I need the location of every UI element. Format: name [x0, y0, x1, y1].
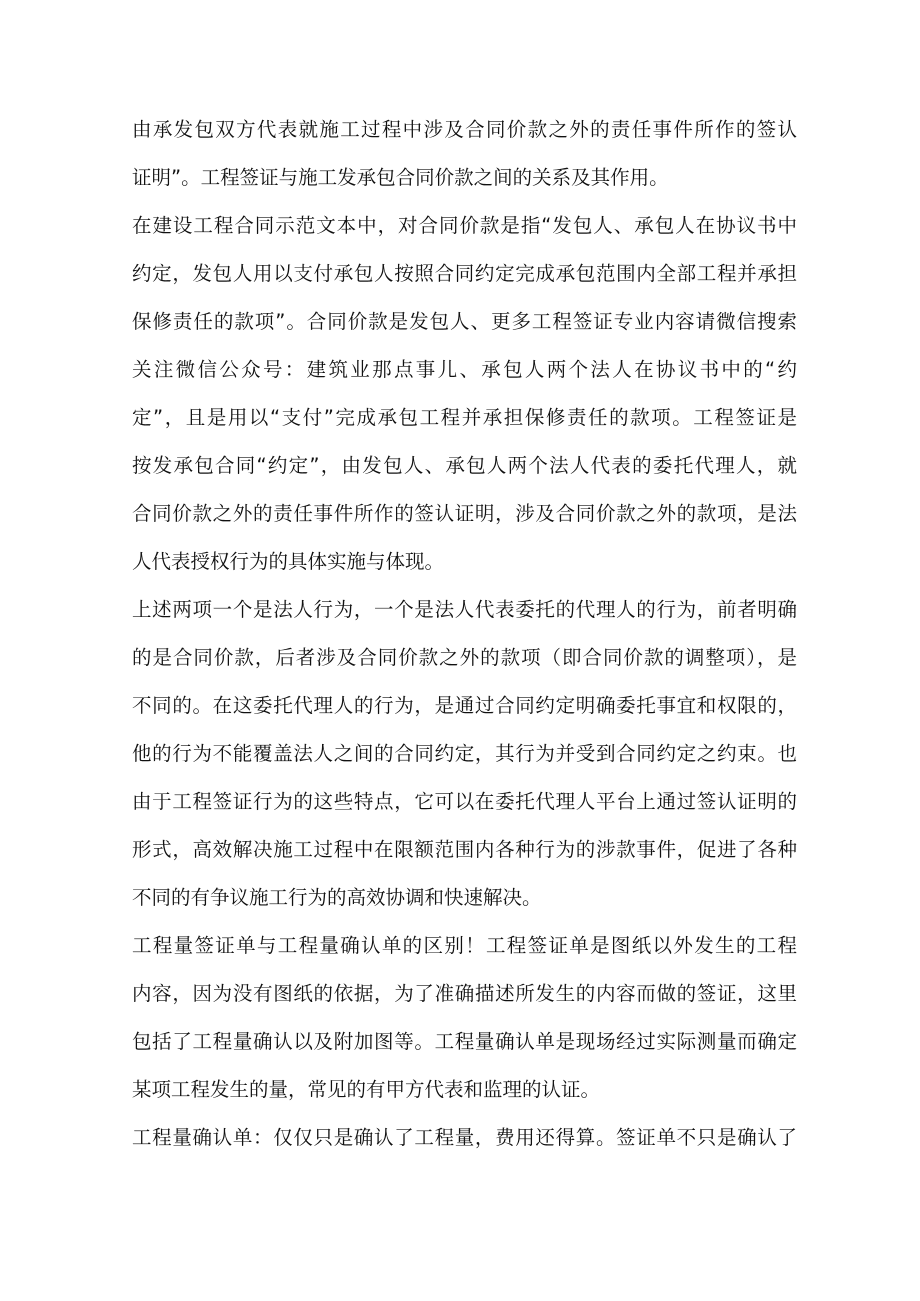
text-line: 形式，高效解决施工过程中在限额范围内各种行为的涉款事件，促进了各种: [132, 838, 797, 861]
text-line: 保修责任的款项”。合同价款是发包人、更多工程签证专业内容请微信搜索: [132, 310, 797, 333]
text-line: 人代表授权行为的具体实施与体现。: [132, 550, 445, 573]
text-line: 由承发包双方代表就施工过程中涉及合同价款之外的责任事件所作的签认: [132, 118, 797, 141]
text-line: 按发承包合同“约定”，由发包人、承包人两个法人代表的委托代理人，就: [132, 454, 797, 477]
text-line: 他的行为不能覆盖法人之间的合同约定，其行为并受到合同约定之约束。也: [132, 742, 797, 765]
text-line: 某项工程发生的量，常见的有甲方代表和监理的认证。: [132, 1078, 601, 1101]
document-body: [132, 106, 797, 1162]
text-line: 工程量确认单：仅仅只是确认了工程量，费用还得算。签证单不只是确认了: [132, 1126, 797, 1149]
text-line: 证明”。工程签证与施工发承包合同价款之间的关系及其作用。: [132, 166, 669, 189]
text-line: 合同价款之外的责任事件所作的签认证明，涉及合同价款之外的款项，是法: [132, 502, 797, 525]
text-line: 工程量签证单与工程量确认单的区别！工程签证单是图纸以外发生的工程: [132, 934, 797, 957]
text-line: 不同的有争议施工行为的高效协调和快速解决。: [132, 886, 542, 909]
text-line: 由于工程签证行为的这些特点，它可以在委托代理人平台上通过签认证明的: [132, 790, 797, 813]
text-line: 约定，发包人用以支付承包人按照合同约定完成承包范围内全部工程并承担: [132, 262, 797, 285]
text-line: 包括了工程量确认以及附加图等。工程量确认单是现场经过实际测量而确定: [132, 1030, 797, 1053]
text-line: 的是合同价款，后者涉及合同价款之外的款项（即合同价款的调整项），是: [132, 646, 797, 669]
text-line: 关注微信公众号：建筑业那点事儿、承包人两个法人在协议书中的“约: [132, 358, 797, 381]
text-line: 内容，因为没有图纸的依据，为了准确描述所发生的内容而做的签证，这里: [132, 982, 797, 1005]
text-line: 不同的。在这委托代理人的行为，是通过合同约定明确委托事宜和权限的，: [132, 694, 797, 717]
text-line: 定”，且是用以“支付”完成承包工程并承担保修责任的款项。工程签证是: [132, 406, 797, 429]
text-line: 上述两项一个是法人行为，一个是法人代表委托的代理人的行为，前者明确: [132, 598, 797, 621]
text-line: 在建设工程合同示范文本中，对合同价款是指“发包人、承包人在协议书中: [132, 214, 797, 237]
